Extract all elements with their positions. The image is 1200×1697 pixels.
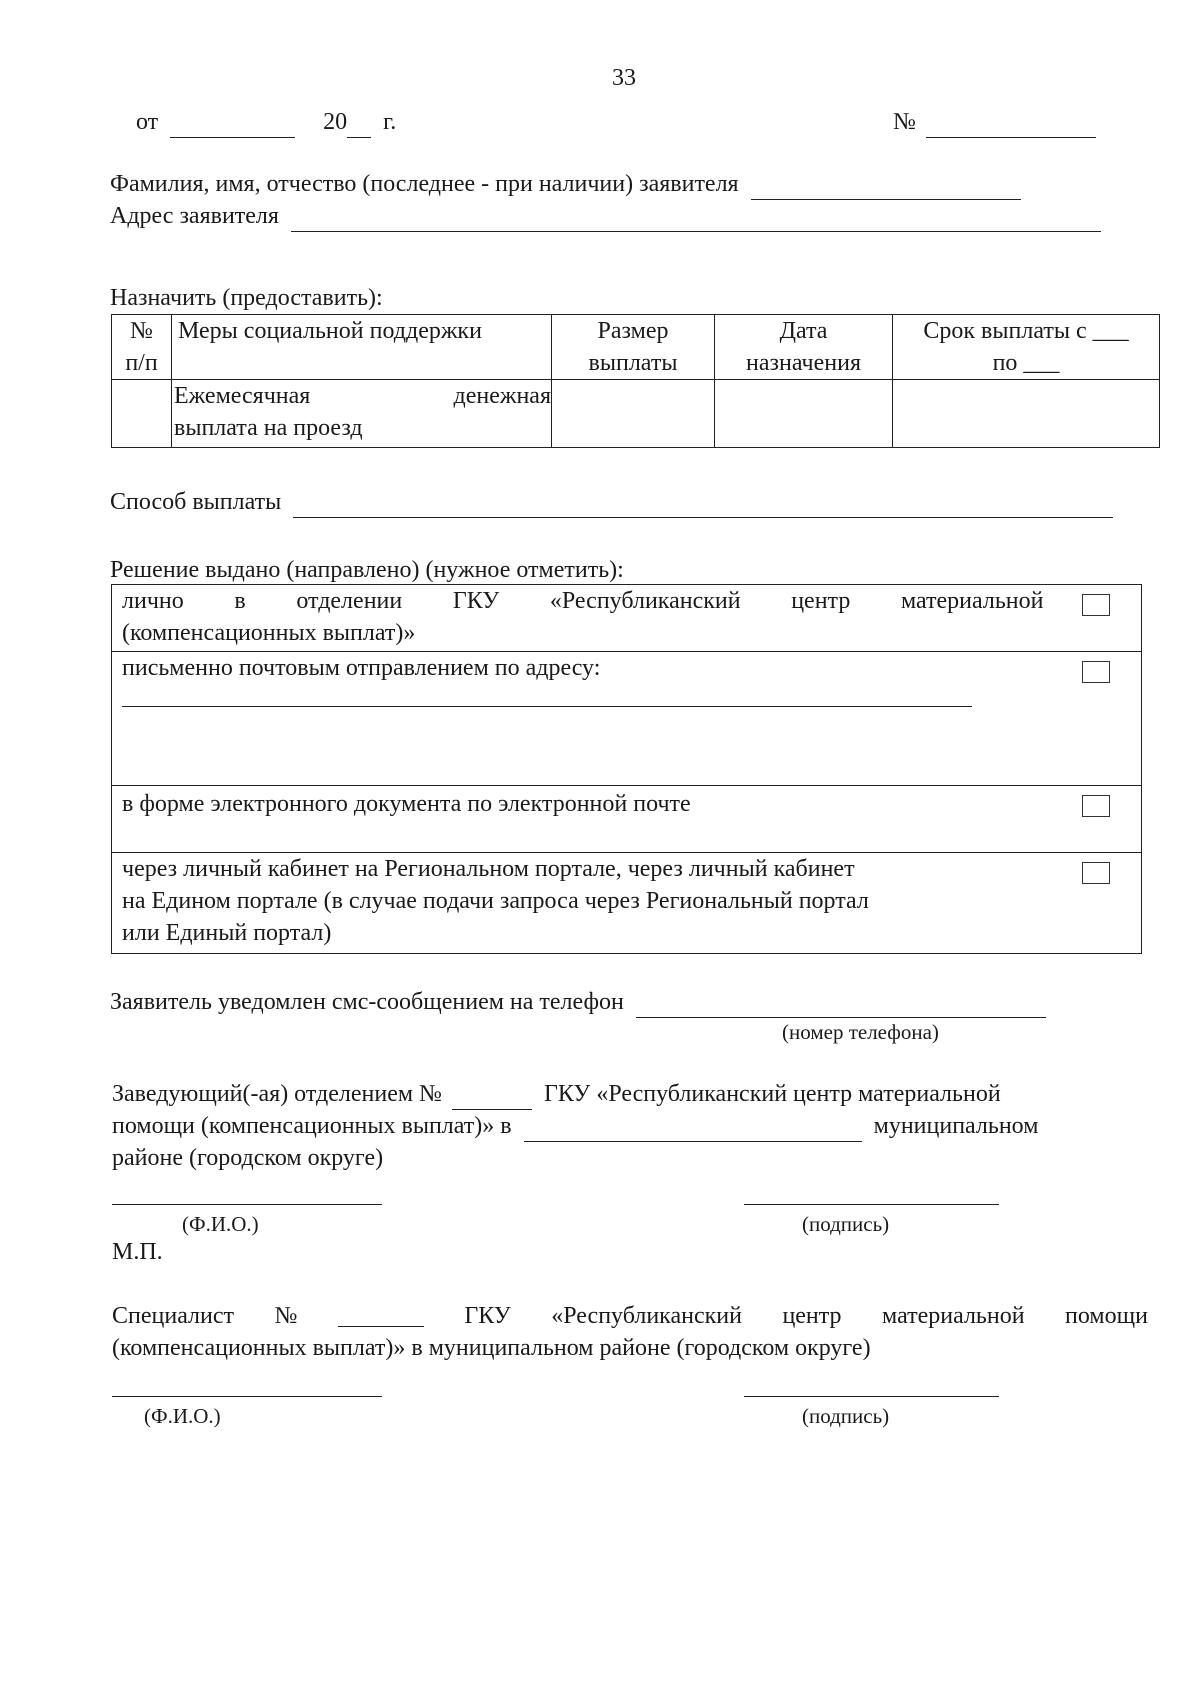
cell-number[interactable]: [112, 380, 172, 448]
head-signature-field[interactable]: [744, 1204, 999, 1205]
date-line: [136, 106, 396, 138]
option-email: в форме электронного документа по электронной почте: [112, 786, 1052, 853]
number-label: №: [893, 109, 916, 135]
benefits-table: [111, 314, 1160, 448]
applicant-name-row: [110, 168, 1021, 200]
specialist-fio-caption: (Ф.И.О.): [144, 1404, 221, 1428]
table-row: [112, 380, 1160, 448]
phone-caption: (номер телефона): [782, 1020, 939, 1044]
col-header-amount: Размер выплаты: [552, 315, 715, 380]
cell-term[interactable]: [893, 380, 1160, 448]
date-day-field[interactable]: [170, 111, 295, 138]
head-fio-field[interactable]: [112, 1204, 382, 1205]
specialist-signature-field[interactable]: [744, 1396, 999, 1397]
year-suffix: г.: [383, 109, 397, 135]
assign-label: Назначить (предоставить):: [110, 285, 383, 311]
option-portal: через личный кабинет на Региональном портале, через личный кабинет на Едином портале (в случае подачи запроса через Региональный портал или Единый портал): [112, 853, 1052, 954]
payment-method-field[interactable]: [293, 491, 1113, 518]
page-number: 33: [612, 65, 636, 91]
specialist-number-field[interactable]: [338, 1300, 424, 1327]
cell-amount[interactable]: [552, 380, 715, 448]
col-header-term: Срок выплаты с ___ по ___: [893, 315, 1160, 380]
col-header-date: Дата назначения: [715, 315, 893, 380]
cell-measure: Ежемесячная денежная выплата на проезд: [172, 380, 552, 448]
specialist-line-1: Специалист № ГКУ «Республиканский центр материальной помощи: [112, 1300, 1148, 1332]
year-prefix: 20: [323, 109, 348, 135]
cell-date[interactable]: [715, 380, 893, 448]
list-item: [112, 652, 1142, 786]
sms-row: [110, 986, 1046, 1018]
decision-label: Решение выдано (направлено) (нужное отметить):: [110, 557, 624, 583]
head-line-2: помощи (компенсационных выплат)» в муниципальном: [112, 1110, 1038, 1142]
specialist-fio-field[interactable]: [112, 1396, 382, 1397]
applicant-name-field[interactable]: [751, 173, 1021, 200]
sms-label: Заявитель уведомлен смс-сообщением на телефон: [110, 989, 624, 1015]
applicant-address-field[interactable]: [291, 205, 1101, 232]
document-number-field[interactable]: [926, 111, 1096, 138]
list-item: [112, 786, 1142, 853]
list-item: [112, 585, 1142, 652]
col-header-measures: Меры социальной поддержки: [172, 315, 552, 380]
head-fio-caption: (Ф.И.О.): [182, 1212, 259, 1236]
col-header-number: № п/п: [112, 315, 172, 380]
decision-options-table: [111, 584, 1142, 954]
specialist-line-2: (компенсационных выплат)» в муниципальном районе (городском округе): [112, 1335, 871, 1361]
seal-label: М.П.: [112, 1239, 163, 1265]
from-label: от: [136, 109, 159, 135]
head-line-1: Заведующий(-ая) отделением № ГКУ «Республиканский центр материальной: [112, 1078, 1001, 1110]
mail-address-field[interactable]: [122, 692, 972, 707]
option-mail: письменно почтовым отправлением по адресу:: [112, 652, 1052, 786]
applicant-address-row: [110, 200, 1101, 232]
option-in-person: лично в отделении ГКУ «Республиканский центр материальной (компенсационных выплат)»: [112, 585, 1052, 652]
payment-method-row: [110, 486, 1113, 518]
applicant-address-label: Адрес заявителя: [110, 203, 279, 229]
head-signature-caption: (подпись): [802, 1212, 890, 1236]
benefits-table-header: [112, 315, 1160, 380]
option-email-checkbox[interactable]: [1082, 795, 1110, 817]
number-line: [893, 106, 1096, 138]
department-number-field[interactable]: [452, 1083, 532, 1110]
option-in-person-checkbox[interactable]: [1082, 594, 1110, 616]
municipality-field[interactable]: [524, 1115, 862, 1142]
applicant-name-label: Фамилия, имя, отчество (последнее - при наличии) заявителя: [110, 171, 739, 197]
specialist-signature-caption: (подпись): [802, 1404, 890, 1428]
list-item: [112, 853, 1142, 954]
option-portal-checkbox[interactable]: [1082, 862, 1110, 884]
head-line-3: районе (городском округе): [112, 1145, 384, 1171]
year-field[interactable]: [347, 111, 371, 138]
phone-number-field[interactable]: [636, 991, 1046, 1018]
option-mail-checkbox[interactable]: [1082, 661, 1110, 683]
payment-method-label: Способ выплаты: [110, 489, 282, 515]
